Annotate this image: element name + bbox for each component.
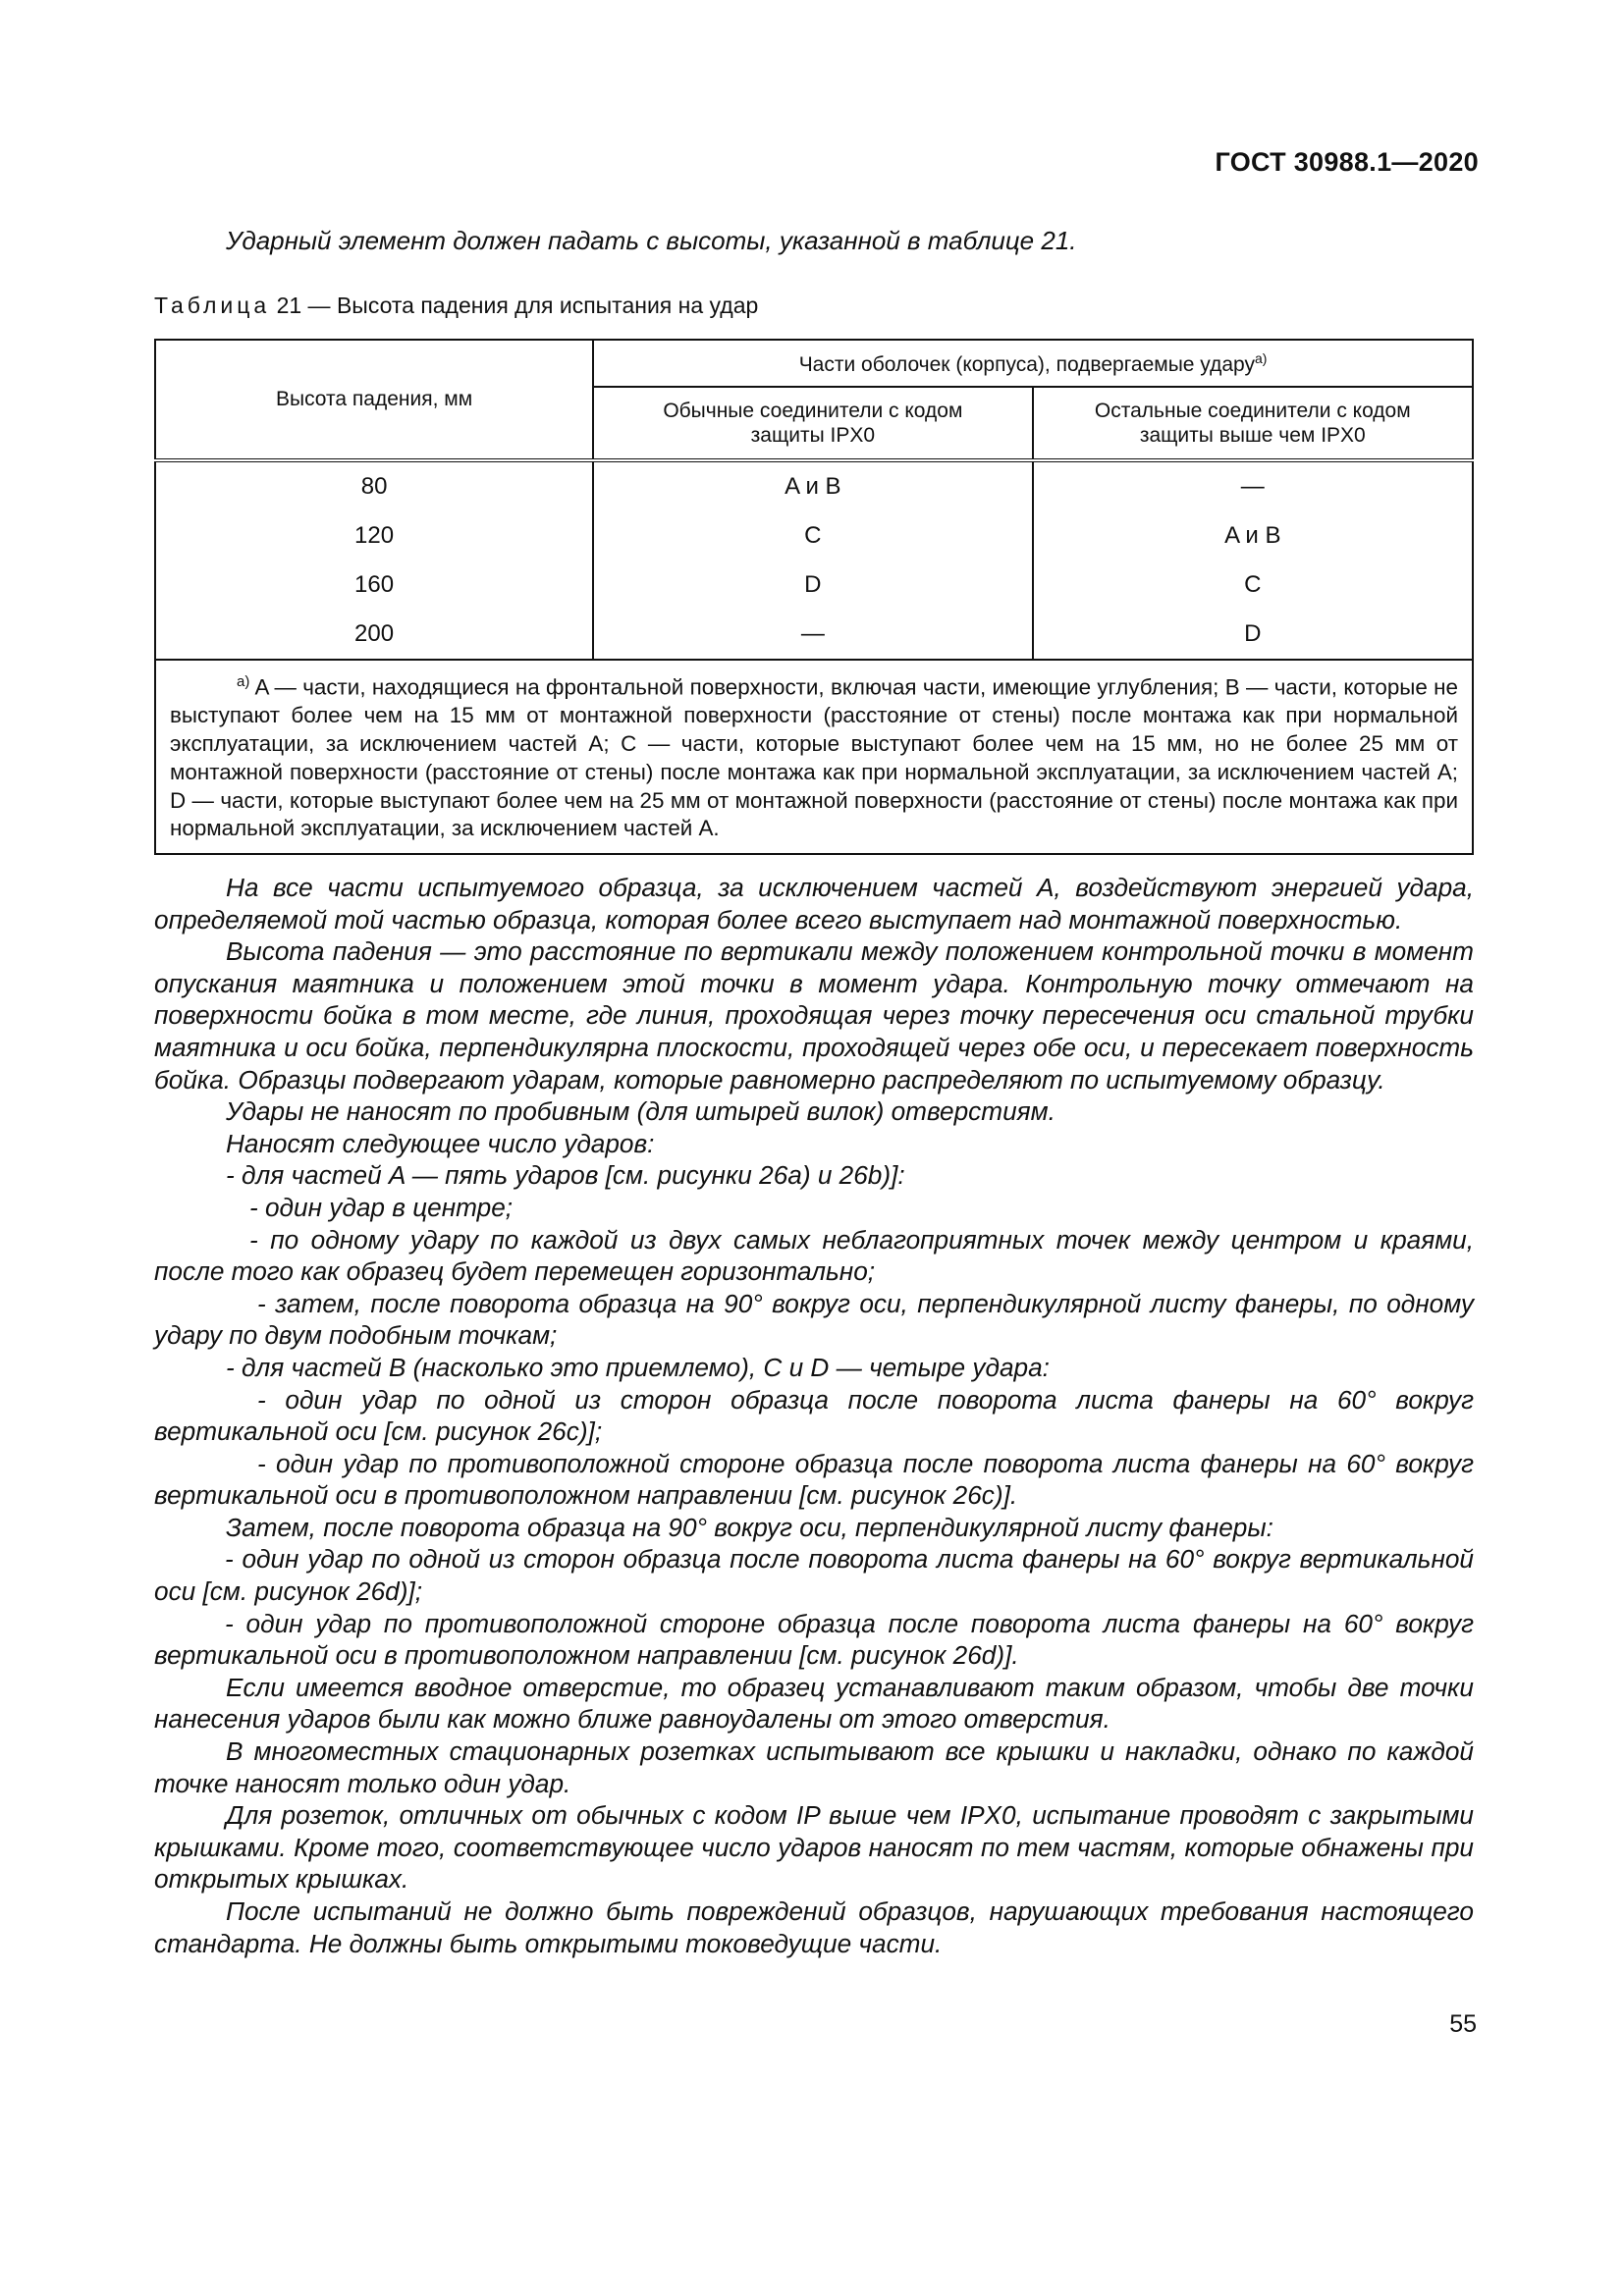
list-item: - один удар по одной из сторон образца после поворота листа фанеры на 60° вокруг вертикальной оси [см. рисунок 26d)];	[154, 1544, 1474, 1607]
body-text	[154, 872, 1474, 1959]
paragraph: В многоместных стационарных розетках испытывают все крышки и накладки, однако по каждой точке наносят только один удар.	[154, 1736, 1474, 1798]
list-item: - один удар по одной из сторон образца после поворота листа фанеры на 60° вокруг вертикальной оси [см. рисунок 26c)];	[154, 1384, 1474, 1447]
cell-ipx0: —	[800, 620, 825, 647]
table-caption-title: 21 — Высота падения для испытания на удар	[270, 293, 759, 318]
header-drop-height: Высота падения, мм	[155, 340, 593, 460]
cell-other: C	[1244, 571, 1262, 598]
paragraph: Затем, после поворота образца на 90° вокруг оси, перпендикулярной листу фанеры:	[226, 1512, 1273, 1542]
list-item: - для частей B (насколько это приемлемо), C и D — четыре удара:	[226, 1352, 1050, 1382]
table-note-row	[155, 660, 1473, 854]
col-other-values	[1033, 460, 1473, 660]
cell-other: A и B	[1224, 522, 1281, 549]
header-enclosure-parts	[593, 340, 1473, 387]
table-caption	[154, 293, 758, 319]
list-item: - затем, после поворота образца на 90° вокруг оси, перпендикулярной листу фанеры, по одному удару по двум подобным точкам;	[154, 1288, 1474, 1351]
cell-other: —	[1240, 473, 1265, 500]
cell-height: 200	[354, 620, 395, 647]
header-ipx0: Обычные соединители с кодом защиты IPX0	[593, 387, 1032, 460]
cell-height: 80	[360, 473, 388, 500]
cell-other: D	[1244, 620, 1262, 647]
page-number: 55	[1449, 2010, 1477, 2038]
list-item: - один удар в центре;	[249, 1192, 514, 1222]
paragraph: Высота падения — это расстояние по вертикали между положением контрольной точки в момент опускания маятника и положением этой точки в момент удара. Контрольную точку отмечают на поверхности бойка в том месте, где линия, проходящая через точку пересечения оси стальной трубки маятника и оси бойка, перпендикулярна плоскости, проходящей через обе оси, и пересекает поверхность бойка. Образцы подвергают ударам, которые равномерно распределяют по испытуемому образцу.	[154, 936, 1474, 1095]
list-item: - по одному удару по каждой из двух самых неблагоприятных точек между центром и краями, после того как образец будет перемещен горизонтально;	[154, 1224, 1474, 1287]
table-header-row	[155, 340, 1473, 387]
header-above-ipx0: Остальные соединители с кодом защиты выше чем IPX0	[1033, 387, 1473, 460]
paragraph: Наносят следующее число ударов:	[226, 1128, 655, 1158]
cell-height: 160	[354, 571, 395, 598]
table-caption-prefix: Таблица	[154, 293, 271, 318]
list-item: - один удар по противоположной стороне образца после поворота листа фанеры на 60° вокруг вертикальной оси в противоположном направлении [см. рисунок 26c)].	[154, 1448, 1474, 1511]
cell-ipx0: D	[804, 571, 822, 598]
table-footnote	[155, 660, 1473, 854]
footnote-marker: a)	[237, 673, 250, 690]
list-item: - один удар по противоположной стороне образца после поворота листа фанеры на 60° вокруг вертикальной оси в противоположном направлении [см. рисунок 26d)].	[154, 1608, 1474, 1671]
footnote-marker: a)	[1254, 349, 1268, 366]
cell-height: 120	[354, 522, 395, 549]
document-id: ГОСТ 30988.1—2020	[1215, 147, 1479, 177]
list-item: - для частей A — пять ударов [см. рисунки 26a) и 26b)]:	[226, 1160, 905, 1191]
cell-ipx0: A и B	[785, 473, 841, 500]
header-enclosure-parts-label: Части оболочек (корпуса), подвергаемые удару	[798, 352, 1255, 376]
col-ipx0-values	[593, 460, 1032, 660]
drop-height-table	[154, 339, 1474, 855]
paragraph: Удары не наносят по пробивным (для штырей вилок) отверстиям.	[226, 1096, 1056, 1127]
paragraph: После испытаний не должно быть повреждений образцов, нарушающих требования настоящего стандарта. Не должны быть открытыми токоведущие части.	[154, 1896, 1474, 1958]
col-drop-height-values	[155, 460, 593, 660]
intro-text: Ударный элемент должен падать с высоты, указанной в таблице 21.	[226, 226, 1077, 255]
paragraph: Для розеток, отличных от обычных с кодом IP выше чем IPX0, испытание проводят с закрытыми крышками. Кроме того, соответствующее число ударов наносят по тем частям, которые обнажены при открытых крышках.	[154, 1800, 1474, 1895]
footnote-text: A — части, находящиеся на фронтальной поверхности, включая части, имеющие углубления; B — части, которые не выступают более чем на 15 мм от монтажной поверхности (расстояние от стены) после монтажа как при нормальной эксплуатации, за исключением частей A; C — части, которые выступают более чем на 15 мм, но не более 25 мм от монтажной поверхности (расстояние от стены) после монтажа как при нормальной эксплуатации, за исключением частей A; D — части, которые выступают более чем на 25 мм от монтажной поверхности (расстояние от стены) после монтажа как при нормальной эксплуатации, за исключением частей A.	[170, 674, 1458, 841]
cell-ipx0: C	[804, 522, 822, 549]
table-body-row	[155, 460, 1473, 660]
paragraph: Если имеется вводное отверстие, то образец устанавливают таким образом, чтобы две точки нанесения ударов были как можно ближе равноудалены от этого отверстия.	[154, 1672, 1474, 1735]
paragraph: На все части испытуемого образца, за исключением частей A, воздействуют энергией удара, определяемой той частью образца, которая более всего выступает над монтажной поверхностью.	[154, 873, 1474, 934]
